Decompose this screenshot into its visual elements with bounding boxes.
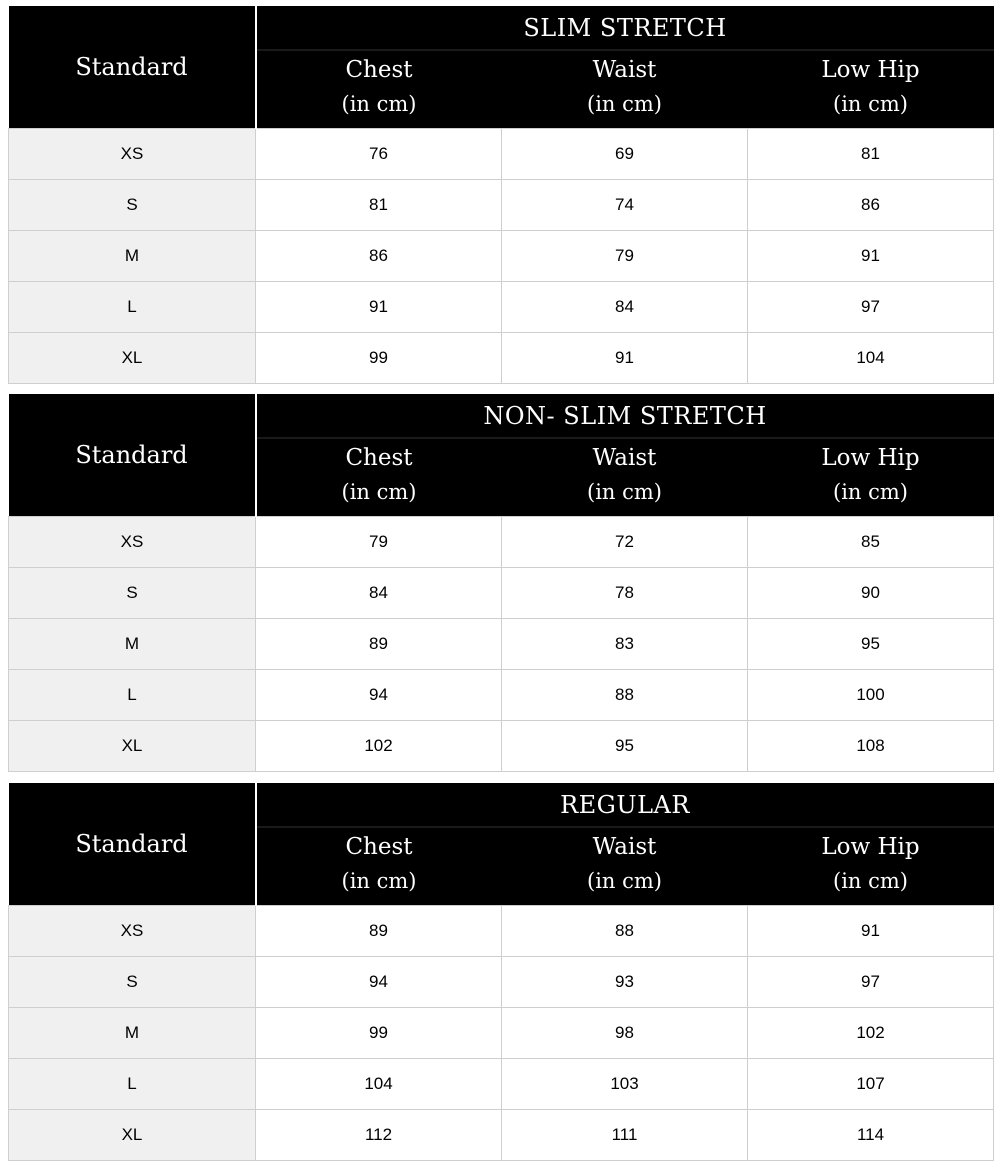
chest-column-header — [256, 50, 502, 128]
size-cell: XL — [9, 1109, 256, 1160]
size-cell: S — [9, 179, 256, 230]
size-chart-non-slim-stretch — [8, 394, 994, 772]
column-label: Low Hip — [821, 57, 920, 84]
column-label: Low Hip — [821, 445, 920, 472]
chest-cell: 112 — [256, 1109, 502, 1160]
low-hip-cell: 107 — [748, 1058, 994, 1109]
table-row — [9, 905, 994, 956]
table-row — [9, 516, 994, 567]
column-unit: (in cm) — [587, 869, 662, 894]
table-row — [9, 179, 994, 230]
size-cell: XS — [9, 516, 256, 567]
section-title: REGULAR — [256, 783, 994, 827]
chest-column-header — [256, 827, 502, 905]
column-unit: (in cm) — [341, 480, 417, 505]
low-hip-cell: 86 — [748, 179, 994, 230]
column-unit: (in cm) — [341, 92, 417, 117]
size-chart-slim-stretch — [8, 6, 994, 384]
chest-cell: 89 — [256, 905, 502, 956]
column-unit: (in cm) — [833, 92, 908, 117]
waist-cell: 88 — [502, 669, 748, 720]
chest-cell: 81 — [256, 179, 502, 230]
column-label: Low Hip — [821, 834, 920, 861]
column-unit: (in cm) — [341, 869, 417, 894]
standard-column-header: Standard — [9, 783, 256, 905]
size-cell: M — [9, 1007, 256, 1058]
waist-cell: 69 — [502, 128, 748, 179]
waist-column-header — [502, 50, 748, 128]
section-title: SLIM STRETCH — [256, 6, 994, 50]
column-label: Waist — [592, 445, 657, 472]
low-hip-cell: 91 — [748, 230, 994, 281]
column-label: Waist — [592, 834, 657, 861]
low-hip-cell: 97 — [748, 956, 994, 1007]
size-cell: XS — [9, 905, 256, 956]
low-hip-cell: 81 — [748, 128, 994, 179]
low-hip-cell: 108 — [748, 720, 994, 771]
low-hip-cell: 114 — [748, 1109, 994, 1160]
chest-cell: 99 — [256, 332, 502, 383]
table-row — [9, 332, 994, 383]
column-label: Waist — [592, 57, 657, 84]
low-hip-cell: 104 — [748, 332, 994, 383]
chest-cell: 91 — [256, 281, 502, 332]
column-label: Chest — [345, 834, 413, 861]
low-hip-cell: 102 — [748, 1007, 994, 1058]
waist-cell: 91 — [502, 332, 748, 383]
size-cell: S — [9, 956, 256, 1007]
waist-cell: 78 — [502, 567, 748, 618]
chest-cell: 99 — [256, 1007, 502, 1058]
column-label: Chest — [345, 57, 413, 84]
waist-cell: 72 — [502, 516, 748, 567]
column-unit: (in cm) — [587, 92, 662, 117]
size-chart-header — [9, 783, 994, 905]
low-hip-column-header — [748, 827, 994, 905]
low-hip-cell: 85 — [748, 516, 994, 567]
column-unit: (in cm) — [833, 480, 908, 505]
chest-cell: 86 — [256, 230, 502, 281]
chest-cell: 102 — [256, 720, 502, 771]
chest-cell: 76 — [256, 128, 502, 179]
waist-cell: 88 — [502, 905, 748, 956]
waist-cell: 83 — [502, 618, 748, 669]
low-hip-cell: 100 — [748, 669, 994, 720]
size-cell: XL — [9, 720, 256, 771]
waist-column-header — [502, 438, 748, 516]
waist-cell: 98 — [502, 1007, 748, 1058]
waist-cell: 93 — [502, 956, 748, 1007]
column-unit: (in cm) — [833, 869, 908, 894]
chest-cell: 104 — [256, 1058, 502, 1109]
size-cell: L — [9, 281, 256, 332]
low-hip-cell: 95 — [748, 618, 994, 669]
low-hip-column-header — [748, 438, 994, 516]
table-row — [9, 669, 994, 720]
standard-column-header: Standard — [9, 6, 256, 128]
size-cell: L — [9, 1058, 256, 1109]
chest-cell: 84 — [256, 567, 502, 618]
chest-cell: 94 — [256, 669, 502, 720]
waist-cell: 111 — [502, 1109, 748, 1160]
chest-cell: 94 — [256, 956, 502, 1007]
low-hip-cell: 97 — [748, 281, 994, 332]
size-cell: M — [9, 618, 256, 669]
chest-cell: 89 — [256, 618, 502, 669]
table-row — [9, 230, 994, 281]
column-label: Chest — [345, 445, 413, 472]
table-row — [9, 567, 994, 618]
size-cell: S — [9, 567, 256, 618]
table-row — [9, 1058, 994, 1109]
low-hip-cell: 90 — [748, 567, 994, 618]
chest-cell: 79 — [256, 516, 502, 567]
waist-cell: 84 — [502, 281, 748, 332]
size-cell: L — [9, 669, 256, 720]
waist-cell: 95 — [502, 720, 748, 771]
table-row — [9, 1007, 994, 1058]
table-row — [9, 1109, 994, 1160]
size-cell: XS — [9, 128, 256, 179]
section-title: NON- SLIM STRETCH — [256, 394, 994, 438]
column-unit: (in cm) — [587, 480, 662, 505]
size-cell: M — [9, 230, 256, 281]
size-chart-header — [9, 394, 994, 516]
table-row — [9, 128, 994, 179]
waist-cell: 103 — [502, 1058, 748, 1109]
size-cell: XL — [9, 332, 256, 383]
table-row — [9, 281, 994, 332]
table-row — [9, 720, 994, 771]
standard-column-header: Standard — [9, 394, 256, 516]
low-hip-cell: 91 — [748, 905, 994, 956]
waist-column-header — [502, 827, 748, 905]
low-hip-column-header — [748, 50, 994, 128]
table-row — [9, 618, 994, 669]
waist-cell: 79 — [502, 230, 748, 281]
size-chart-regular — [8, 783, 994, 1161]
table-row — [9, 956, 994, 1007]
chest-column-header — [256, 438, 502, 516]
waist-cell: 74 — [502, 179, 748, 230]
size-chart-header — [9, 6, 994, 128]
